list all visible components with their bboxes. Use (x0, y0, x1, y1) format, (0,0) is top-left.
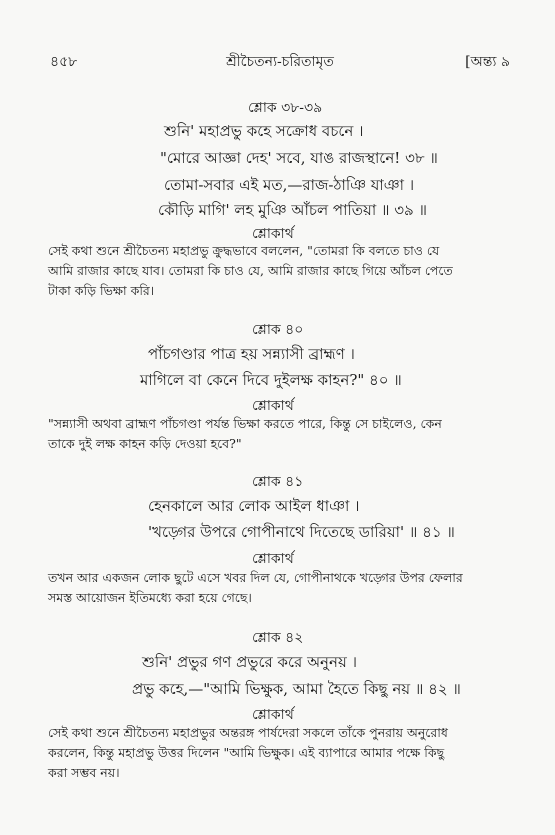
translation-line: করলেন, কিন্তু মহাপ্রভু উত্তর দিলেন "আমি ভিক্ষুক। এই ব্যাপারে আমার পক্ষে কিছু (48, 745, 445, 760)
verse-line: মাগিলে বা কেনে দিবে দুইলক্ষ কাহন?" ৪০ ॥ (140, 371, 402, 389)
translation-line: "সন্ন্যাসী অথবা ব্রাহ্মণ পাঁচগণ্ডা পর্যন্ত ভিক্ষা করতে পারে, কিন্তু সে চাইলেও, কেন (48, 416, 442, 431)
verse-heading: শ্লোক ৩৮-৩৯ (248, 100, 323, 116)
translation-line: টাকা কড়ি ভিক্ষা করি। (48, 283, 155, 298)
verse-heading: শ্লোক ৪০ (252, 322, 304, 338)
book-title: শ্রীচৈতন্য-চরিতামৃত (226, 54, 334, 70)
chapter-reference: [অন্ত্য ৯ (465, 54, 510, 70)
verse-line: কৌড়ি মাগি' লহ মুঞি আঁচল পাতিয়া ॥ ৩৯ ॥ (158, 201, 427, 219)
translation-line: সমস্ত আয়োজন ইতিমধ্যে করা হয়ে গেছে। (48, 590, 252, 605)
translation-line: সেই কথা শুনে শ্রীচৈতন্য মহাপ্রভুর অন্তরঙ্গ পার্ষদেরা সকলে তাঁকে পুনরায় অনুরোধ (48, 725, 448, 740)
translation-line: করা সম্ভব নয়। (48, 765, 120, 780)
verse-line: শুনি' প্রভুর গণ প্রভুরে করে অনুনয় । (142, 653, 357, 671)
translation-label: শ্লোকার্থ (252, 551, 294, 567)
verse-heading: শ্লোক ৪১ (252, 474, 304, 490)
translation-line: তখন আর একজন লোক ছুটে এসে খবর দিল যে, গোপীনাথকে খড়্গের উপর ফেলার (48, 570, 463, 585)
translation-line: তাকে দুই লক্ষ কাহন কড়ি দেওয়া হবে?" (48, 436, 242, 451)
verse-line: "মোরে আজ্ঞা দেহ' সবে, যাঙ রাজস্থানে! ৩৮ ॥ (160, 149, 438, 167)
verse-line: শুনি' মহাপ্রভু কহে সক্রোধ বচনে । (164, 122, 364, 140)
page-number: ৪৫৮ (50, 54, 78, 70)
verse-heading: শ্লোক ৪২ (252, 630, 304, 646)
translation-paragraph (48, 723, 518, 783)
translation-paragraph (48, 414, 518, 454)
verse-line: পাঁচগণ্ডার পাত্র হয় সন্ন্যাসী ব্রাহ্মণ । (148, 345, 355, 363)
running-header (50, 50, 510, 72)
translation-line: আমি রাজার কাছে যাব। তোমরা কি চাও যে, আমি রাজার কাছে গিয়ে আঁচল পেতে (48, 263, 453, 278)
translation-line: সেই কথা শুনে শ্রীচৈতন্য মহাপ্রভু ক্রুদ্ধভাবে বললেন, "তোমরা কি বলতে চাও যে (48, 243, 440, 258)
verse-line: হেনকালে আর লোক আইল ধাঞা । (148, 497, 360, 515)
translation-label: শ্লোকার্থ (252, 398, 294, 414)
translation-paragraph (48, 241, 518, 301)
translation-paragraph (48, 568, 518, 608)
verse-line: প্রভু কহে,—"আমি ভিক্ষুক, আমা হৈতে কিছু নয় ॥ ৪২ ॥ (132, 680, 461, 698)
verse-line: 'খড়্গের উপরে গোপীনাথে দিতেছে ডারিয়া' ॥ ৪১ ॥ (148, 523, 455, 541)
verse-line: তোমা-সবার এই মত,—রাজ-ঠাঞি যাঞা । (164, 176, 415, 194)
translation-label: শ্লোকার্থ (252, 707, 294, 723)
translation-label: শ্লোকার্থ (252, 226, 294, 242)
